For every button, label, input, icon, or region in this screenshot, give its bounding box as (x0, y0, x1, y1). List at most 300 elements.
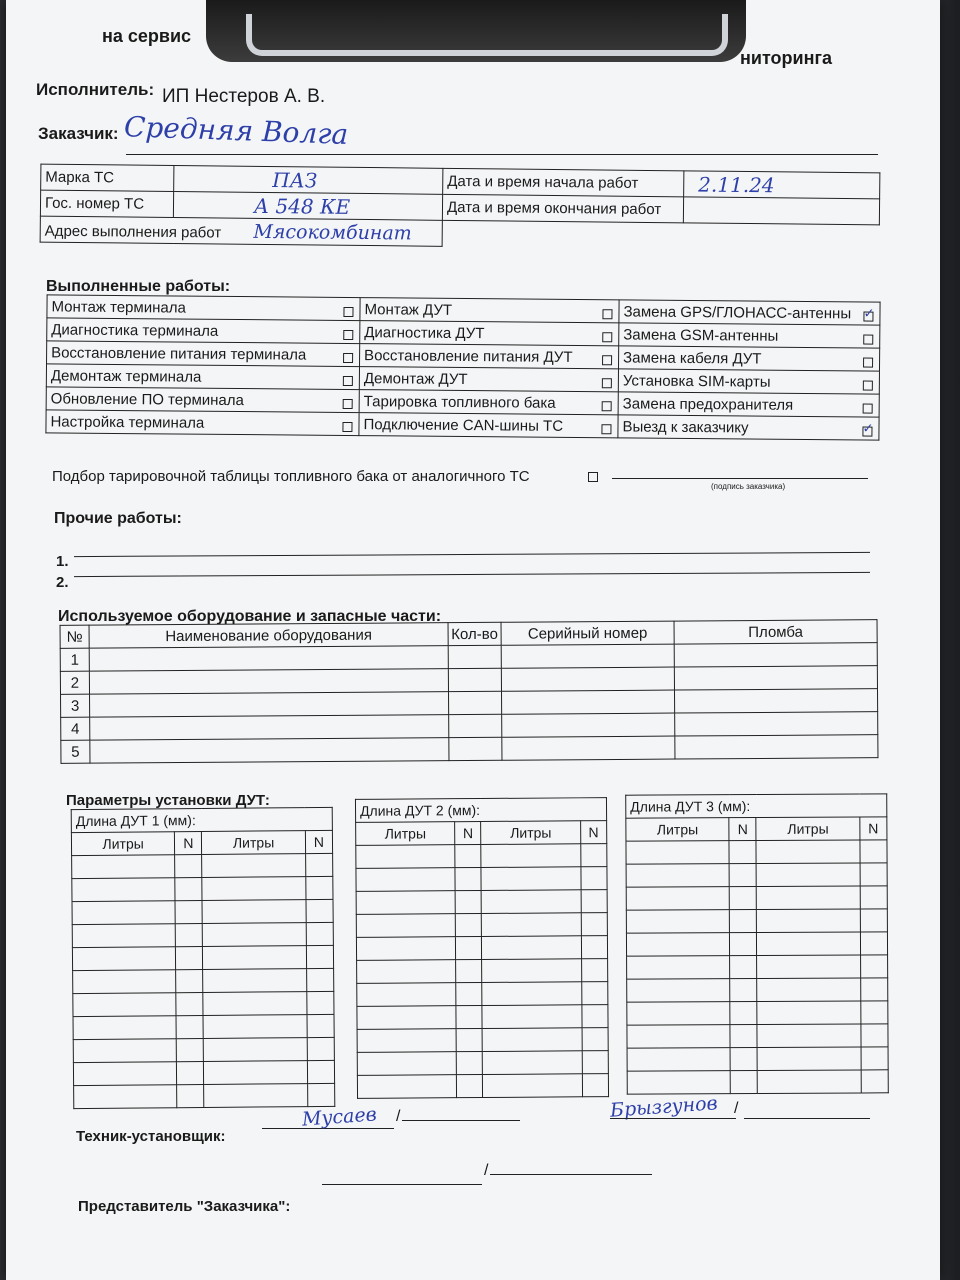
work-item (46, 410, 359, 436)
dut-cell (307, 991, 334, 1014)
dut-cell (203, 969, 306, 993)
dut-column-header: Литры (626, 818, 729, 842)
equipment-cell (674, 643, 877, 667)
dut-cell (72, 878, 175, 902)
work-item (359, 367, 618, 392)
dut-column-header: Литры (71, 832, 174, 856)
equipment-row (61, 735, 878, 764)
dut-cell (203, 992, 306, 1016)
dut-cell (483, 1074, 582, 1098)
plate-label: Гос. номер ТС (40, 190, 173, 217)
work-item-checkbox[interactable] (863, 403, 873, 413)
dut-cell (204, 1061, 307, 1085)
dut-cell (729, 864, 756, 887)
dut-row (356, 890, 607, 915)
work-item-checkbox[interactable] (343, 375, 353, 385)
order-subtitle-left: на сервис (102, 26, 192, 46)
dut-cell (456, 1005, 482, 1028)
equipment-row-number: 4 (61, 717, 90, 740)
dut-cell (861, 1047, 888, 1070)
dut-cell (730, 978, 757, 1001)
tech-sign-line-1b (402, 1120, 520, 1121)
customer-sign-line (612, 478, 868, 479)
dut-cell (74, 1085, 177, 1109)
dut-row (627, 1070, 888, 1094)
dut-cell (72, 924, 175, 948)
dut-cell (860, 955, 887, 978)
dut-row (627, 955, 888, 979)
dut-column-header: N (175, 832, 202, 855)
dut-cell (456, 982, 482, 1005)
dut-cell (758, 1070, 861, 1094)
tech-sign-slash-2: / (734, 1100, 739, 1117)
dut-cell (177, 1061, 204, 1084)
dut-cell (757, 909, 860, 933)
dut-cell (73, 993, 176, 1017)
dut-cell (307, 1083, 334, 1106)
dut-cell (757, 955, 860, 979)
dut-table-2 (355, 797, 609, 1099)
work-item-label: Установка SIM-карты (622, 371, 771, 391)
dut-row (356, 936, 607, 961)
dut-cell (175, 878, 202, 901)
work-item-checkbox[interactable] (862, 426, 872, 436)
dut-cell (581, 936, 607, 959)
dut-row (627, 1001, 888, 1025)
tech-sign-slash-1: / (396, 1108, 401, 1125)
dut-cell (72, 855, 175, 879)
dut-column-header: N (305, 830, 332, 853)
other-work-1-num: 1. (56, 553, 69, 570)
dut-column-header: N (860, 817, 887, 840)
address-value: Мясокомбинат (253, 220, 412, 244)
equipment-cell (89, 669, 448, 695)
dut-cell (456, 1028, 482, 1051)
dut-cell (730, 910, 757, 933)
equipment-cell (502, 736, 675, 760)
dut-cell (357, 983, 456, 1007)
equipment-header-cell: Пломба (674, 620, 877, 644)
works-title: Выполненные работы: (46, 278, 231, 295)
dut-cell (483, 1051, 582, 1075)
dut-cell (175, 901, 202, 924)
dut-cell (861, 1070, 888, 1093)
dut-cell (860, 909, 887, 932)
dut-table-caption: Длина ДУТ 1 (мм): (71, 807, 332, 832)
start-value: 2.11.24 (684, 171, 880, 199)
work-item (359, 390, 618, 415)
work-item-label: Обновление ПО терминала (50, 389, 244, 409)
dut-cell (581, 913, 607, 936)
work-item (47, 341, 360, 367)
equipment-cell (90, 715, 449, 741)
dut-cell (581, 867, 607, 890)
dut-row (73, 1037, 334, 1062)
dut-cell (176, 947, 203, 970)
dut-column-header: N (455, 822, 481, 845)
equipment-cell (449, 714, 502, 737)
dut-column-header: N (729, 818, 756, 841)
dut-cell (202, 854, 305, 878)
dut-row (72, 853, 333, 878)
dut-cell (456, 914, 482, 937)
dut-row (72, 922, 333, 947)
dut-cell (457, 1051, 483, 1074)
dut-row (74, 1083, 335, 1108)
equipment-title: Используемое оборудование и запасные части: (58, 608, 442, 625)
brand-label: Марка ТС (41, 164, 174, 191)
address-label: Адрес выполнения работ (44, 222, 222, 242)
work-item-label: Замена GPS/ГЛОНАСС-антенны (623, 302, 852, 322)
dut-row (73, 991, 334, 1016)
dut-row (626, 909, 887, 933)
customer-sign-caption: (подпись заказчика) (711, 482, 786, 491)
dut-cell (582, 1005, 608, 1028)
dut-cell (307, 1060, 334, 1083)
work-item-label: Настройка терминала (50, 412, 205, 432)
dut-row (627, 978, 888, 1002)
work-item-checkbox[interactable] (602, 355, 612, 365)
dut-cell (582, 1074, 608, 1097)
dut-cell (204, 1084, 307, 1108)
work-item-checkbox[interactable] (343, 398, 353, 408)
table-selection-checkbox[interactable] (588, 472, 598, 482)
dut-row (357, 1005, 608, 1030)
dut-cell (860, 932, 887, 955)
address-cell (40, 216, 442, 246)
equipment-cell (674, 689, 877, 713)
work-item (360, 344, 619, 369)
equipment-header-cell: Кол-во (448, 622, 501, 645)
dut-cell (176, 1038, 203, 1061)
customer-underline (126, 154, 878, 155)
work-item-checkbox[interactable] (602, 309, 612, 319)
dut-cell (757, 1001, 860, 1025)
dut-cell (482, 936, 581, 960)
work-item (618, 346, 879, 371)
equipment-header-cell: Наименование оборудования (89, 623, 448, 649)
dut-column-header: N (580, 821, 606, 844)
dut-cell (356, 891, 455, 915)
dut-title: Параметры установки ДУТ: (66, 792, 270, 809)
end-value (683, 197, 879, 225)
dut-row (72, 945, 333, 970)
dut-cell (627, 979, 730, 1003)
end-label: Дата и время окончания работ (442, 194, 683, 223)
equipment-header-cell: Серийный номер (501, 621, 674, 645)
work-item-label: Замена GSM-антенны (623, 325, 779, 345)
dut-cell (177, 1084, 204, 1107)
dut-cell (861, 1001, 888, 1024)
work-item (618, 392, 879, 417)
dut-cell (860, 863, 887, 886)
dut-cell (356, 937, 455, 961)
rep-sign-line-1 (322, 1184, 482, 1185)
dut-cell (730, 1047, 757, 1070)
dut-column-header: Литры (356, 822, 455, 846)
dut-row (627, 1024, 888, 1048)
dut-cell (757, 932, 860, 956)
dut-cell (457, 1074, 483, 1097)
work-item-label: Диагностика терминала (51, 320, 219, 340)
dut-cell (307, 1014, 334, 1037)
dut-cell (757, 863, 860, 887)
dut-table-1 (71, 807, 336, 1109)
dut-row (357, 1028, 608, 1053)
order-subtitle-end: ниторинга (740, 48, 832, 68)
dut-cell (73, 1016, 176, 1040)
work-item-label: Диагностика ДУТ (364, 323, 485, 342)
dut-cell (73, 970, 176, 994)
equipment-cell (501, 667, 674, 691)
other-work-2-line (74, 572, 870, 577)
work-item (619, 323, 880, 348)
equipment-cell (90, 692, 449, 718)
work-item-label: Выезд к заказчику (622, 417, 749, 436)
work-item-label: Монтаж терминала (51, 297, 186, 317)
technician-signature-2: Брызгунов (609, 1092, 719, 1122)
clip-wire (246, 14, 728, 56)
dut-row (72, 876, 333, 901)
dut-cell (73, 1062, 176, 1086)
dut-row (357, 959, 608, 984)
other-work-2-num: 2. (56, 574, 69, 591)
work-item (47, 318, 360, 344)
customer-value: Средняя Волга (123, 110, 349, 151)
dut-cell (730, 1070, 757, 1093)
dut-cell (176, 992, 203, 1015)
dut-cell (203, 1015, 306, 1039)
dut-cell (202, 877, 305, 901)
dut-cell (730, 1001, 757, 1024)
dut-row (357, 1074, 608, 1099)
work-order-sheet (6, 0, 940, 1280)
dut-cell (456, 937, 482, 960)
dut-cell (626, 841, 729, 865)
technician-label: Техник-установщик: (76, 1128, 226, 1145)
equipment-header-cell: № (60, 625, 89, 648)
dut-cell (482, 982, 581, 1006)
dut-cell (306, 922, 333, 945)
work-item-label: Тарировка топливного бака (363, 392, 556, 412)
dut-cell (582, 1051, 608, 1074)
work-item-label: Замена предохранителя (622, 394, 794, 414)
work-item-checkbox[interactable] (863, 311, 873, 321)
equipment-cell (449, 691, 502, 714)
tech-sign-line-2b (744, 1118, 870, 1119)
equipment-cell (501, 644, 674, 668)
work-item-label: Подключение CAN-шины ТС (363, 415, 564, 435)
dut-cell (357, 1075, 456, 1099)
dut-cell (860, 840, 887, 863)
dut-row (72, 899, 333, 924)
dut-cell (455, 845, 481, 868)
equipment-cell (89, 646, 448, 672)
customer-label: Заказчик: (38, 124, 119, 143)
dut-row (357, 982, 608, 1007)
dut-row (626, 840, 887, 864)
dut-cell (306, 876, 333, 899)
dut-cell (626, 864, 729, 888)
work-item-checkbox[interactable] (602, 401, 612, 411)
work-item-checkbox[interactable] (343, 352, 353, 362)
dut-cell (306, 968, 333, 991)
work-item (360, 321, 619, 346)
dut-cell (729, 841, 756, 864)
dut-cell (72, 947, 175, 971)
dut-row (626, 863, 887, 887)
work-item (46, 387, 359, 413)
work-item-checkbox[interactable] (863, 357, 873, 367)
equipment-row-number: 3 (61, 694, 90, 717)
dut-row (626, 932, 887, 956)
work-item-label: Монтаж ДУТ (364, 300, 453, 319)
equipment-row-number: 1 (60, 648, 89, 671)
work-item (618, 415, 879, 440)
work-item (47, 295, 360, 321)
dut-cell (356, 868, 455, 892)
works-table (45, 294, 880, 440)
start-label: Дата и время начала работ (443, 168, 684, 197)
executor-label: Исполнитель: (36, 80, 155, 99)
dut-cell (357, 1029, 456, 1053)
dut-cell (626, 910, 729, 934)
dut-cell (175, 855, 202, 878)
dut-cell (306, 899, 333, 922)
dut-cell (305, 853, 332, 876)
work-item-label: Демонтаж ДУТ (363, 369, 468, 388)
work-item-label: Восстановление питания терминала (51, 343, 307, 364)
dut-cell (307, 1037, 334, 1060)
executor-value: ИП Нестеров А. В. (162, 86, 326, 107)
dut-table-3 (625, 793, 889, 1094)
work-item-checkbox[interactable] (863, 334, 873, 344)
dut-cell (581, 890, 607, 913)
dut-column-header: Литры (756, 817, 859, 841)
equipment-cell (449, 737, 502, 760)
dut-cell (756, 840, 859, 864)
work-item-label: Замена кабеля ДУТ (623, 348, 762, 368)
rep-sign-slash: / (484, 1162, 489, 1179)
dut-cell (860, 978, 887, 1001)
dut-cell (455, 891, 481, 914)
dut-cell (626, 887, 729, 911)
dut-cell (627, 1025, 730, 1049)
other-works-title: Прочие работы: (54, 510, 182, 527)
dut-cell (455, 868, 481, 891)
rep-sign-line-2 (490, 1174, 652, 1175)
dut-cell (202, 900, 305, 924)
dut-row (73, 968, 334, 993)
dut-row (73, 1014, 334, 1039)
work-item-checkbox[interactable] (343, 329, 353, 339)
plate-value: А 548 КЕ (173, 192, 442, 221)
work-item-checkbox[interactable] (602, 378, 612, 388)
dut-table-caption: Длина ДУТ 2 (мм): (355, 798, 606, 823)
equipment-cell (675, 735, 878, 759)
dut-cell (481, 867, 580, 891)
equipment-cell (448, 668, 501, 691)
dut-cell (203, 923, 306, 947)
dut-cell (627, 956, 730, 980)
dut-cell (357, 1052, 456, 1076)
dut-cell (456, 960, 482, 983)
dut-cell (582, 982, 608, 1005)
work-item-checkbox[interactable] (863, 380, 873, 390)
equipment-row-number: 2 (60, 671, 89, 694)
tech-sign-line-2a (610, 1118, 736, 1119)
equipment-cell (674, 666, 877, 690)
work-item (618, 369, 879, 394)
dut-column-header: Литры (481, 821, 580, 845)
work-item-checkbox[interactable] (342, 421, 352, 431)
vehicle-info-table (40, 164, 881, 252)
dut-cell (730, 933, 757, 956)
dut-row (626, 886, 887, 910)
dut-cell (176, 970, 203, 993)
table-selection-label: Подбор тарировочной таблицы топливного бака от аналогичного ТС (52, 468, 530, 485)
dut-cell (861, 1024, 888, 1047)
dut-cell (482, 1005, 581, 1029)
dut-cell (757, 886, 860, 910)
dut-cell (482, 890, 581, 914)
other-work-1-line (74, 552, 870, 557)
dut-cell (581, 844, 607, 867)
work-item-checkbox[interactable] (343, 306, 353, 316)
equipment-row-number: 5 (61, 740, 90, 763)
technician-signature-1: Мусаев (301, 1103, 378, 1131)
dut-cell (729, 887, 756, 910)
work-item-checkbox[interactable] (601, 424, 611, 434)
dut-row (356, 913, 607, 938)
dut-cell (483, 1028, 582, 1052)
dut-table-caption: Длина ДУТ 3 (мм): (626, 794, 887, 818)
dut-cell (582, 1028, 608, 1051)
work-item-label: Восстановление питания ДУТ (364, 346, 573, 366)
work-item (359, 413, 618, 438)
equipment-cell (675, 712, 878, 736)
dut-row (73, 1060, 334, 1085)
dut-cell (730, 956, 757, 979)
work-item (360, 298, 619, 323)
dut-cell (757, 978, 860, 1002)
dut-cell (757, 1047, 860, 1071)
dut-cell (204, 1038, 307, 1062)
dut-cell (581, 959, 607, 982)
dut-cell (860, 886, 887, 909)
customer-rep-label: Представитель "Заказчика": (78, 1198, 291, 1215)
dut-cell (482, 913, 581, 937)
dut-cell (481, 844, 580, 868)
equipment-cell (448, 645, 501, 668)
dut-cell (306, 945, 333, 968)
dut-row (357, 1051, 608, 1076)
dut-cell (482, 959, 581, 983)
equipment-cell (501, 690, 674, 714)
dut-column-header: Литры (202, 831, 305, 855)
work-item-checkbox[interactable] (602, 332, 612, 342)
dut-cell (757, 1024, 860, 1048)
dut-cell (72, 901, 175, 925)
dut-cell (627, 1048, 730, 1072)
dut-row (356, 844, 607, 869)
equipment-table (60, 619, 879, 764)
equipment-cell (90, 738, 449, 764)
dut-row (627, 1047, 888, 1071)
dut-cell (356, 914, 455, 938)
brand-value: ПАЗ (174, 166, 443, 195)
work-item (619, 300, 880, 325)
